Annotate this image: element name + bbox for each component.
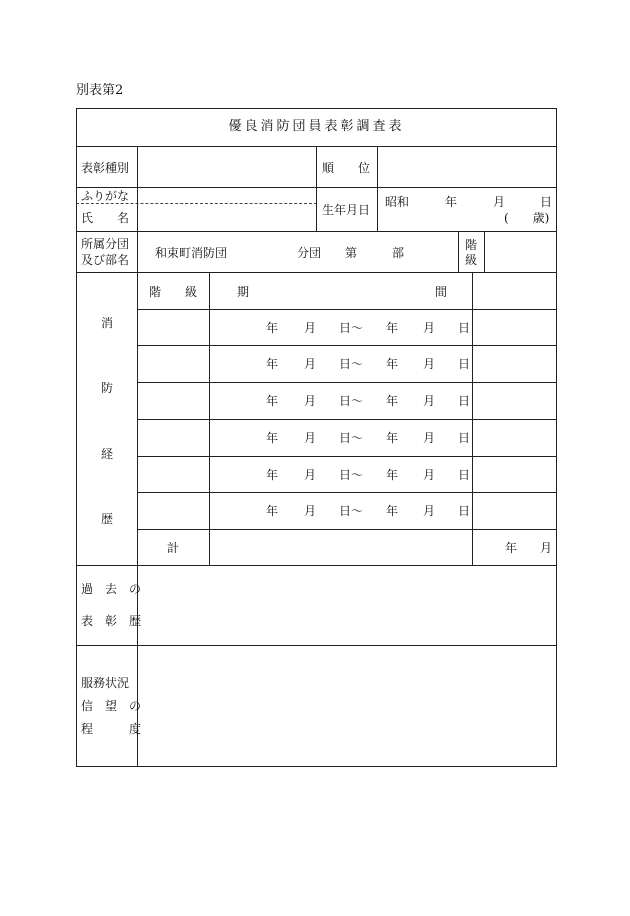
history-start-month-label: 月 bbox=[304, 431, 317, 445]
service-field[interactable] bbox=[138, 646, 556, 766]
form-title: 優良消防団員表彰調査表 bbox=[228, 119, 405, 134]
history-start-year-label: 年 bbox=[266, 394, 279, 408]
history-duration-cell[interactable] bbox=[473, 493, 556, 528]
history-duration-cell[interactable] bbox=[473, 346, 556, 381]
history-class-cell[interactable] bbox=[138, 493, 209, 528]
rank-field[interactable] bbox=[378, 147, 556, 187]
past-awards-label-line1: 過 去 の bbox=[81, 582, 142, 596]
affiliation-label-line1: 所属分団 bbox=[81, 237, 130, 251]
service-label-line2: 信 望 の bbox=[81, 699, 142, 713]
history-end-year-label: 年 bbox=[386, 431, 399, 445]
history-start-day-label: 日〜 bbox=[339, 468, 364, 482]
bu-label: 部 bbox=[392, 246, 405, 260]
award-type-field[interactable] bbox=[138, 147, 316, 187]
column-line bbox=[458, 231, 459, 273]
form-border-left bbox=[76, 108, 77, 767]
history-class-column-line bbox=[209, 272, 210, 566]
history-start-day-label: 日〜 bbox=[339, 504, 364, 518]
history-end-month-label: 月 bbox=[423, 321, 436, 335]
history-end-month-label: 月 bbox=[423, 394, 436, 408]
class-label-line2: 級 bbox=[465, 253, 478, 267]
history-start-month-label: 月 bbox=[304, 357, 317, 371]
history-start-month-label: 月 bbox=[304, 321, 317, 335]
history-start-day-label: 日〜 bbox=[339, 431, 364, 445]
history-duration-cell[interactable] bbox=[473, 383, 556, 418]
award-type-label: 表彰種別 bbox=[81, 161, 130, 175]
form-border-bottom bbox=[76, 766, 557, 767]
history-class-cell[interactable] bbox=[138, 457, 209, 492]
history-duration-cell[interactable] bbox=[473, 457, 556, 492]
history-side-char: 歴 bbox=[101, 512, 114, 526]
history-end-day-label: 日 bbox=[458, 357, 471, 371]
history-start-year-label: 年 bbox=[266, 357, 279, 371]
history-end-year-label: 年 bbox=[386, 321, 399, 335]
brigade-name: 和束町消防団 bbox=[155, 246, 228, 260]
history-end-day-label: 日 bbox=[458, 431, 471, 445]
history-total-field[interactable] bbox=[210, 530, 472, 565]
history-header-class: 階 級 bbox=[149, 285, 198, 299]
history-class-cell[interactable] bbox=[138, 346, 209, 381]
class-field[interactable] bbox=[485, 232, 556, 272]
history-start-year-label: 年 bbox=[266, 468, 279, 482]
rank-label: 順 位 bbox=[322, 161, 371, 175]
history-total-label: 計 bbox=[167, 541, 180, 555]
history-start-year-label: 年 bbox=[266, 504, 279, 518]
service-label-line1: 服務状況 bbox=[81, 676, 130, 690]
history-start-month-label: 月 bbox=[304, 504, 317, 518]
furigana-label: ふりがな bbox=[81, 189, 130, 203]
form-border-right bbox=[556, 108, 557, 767]
history-end-year-label: 年 bbox=[386, 357, 399, 371]
history-duration-cell[interactable] bbox=[473, 420, 556, 455]
past-awards-field[interactable] bbox=[138, 566, 556, 645]
doc-label: 別表第2 bbox=[76, 83, 124, 98]
history-end-month-label: 月 bbox=[423, 431, 436, 445]
history-end-day-label: 日 bbox=[458, 468, 471, 482]
history-side-char: 経 bbox=[101, 447, 114, 461]
birth-year-label: 年 bbox=[445, 195, 458, 209]
history-start-month-label: 月 bbox=[304, 394, 317, 408]
history-end-day-label: 日 bbox=[458, 504, 471, 518]
birthdate-label: 生年月日 bbox=[322, 203, 371, 217]
history-class-cell[interactable] bbox=[138, 310, 209, 345]
history-end-day-label: 日 bbox=[458, 394, 471, 408]
name-label: 氏 名 bbox=[81, 211, 130, 225]
column-line bbox=[316, 146, 317, 232]
history-side-char: 消 bbox=[101, 316, 114, 330]
past-awards-label-line2: 表 彰 歴 bbox=[81, 614, 142, 628]
history-class-cell[interactable] bbox=[138, 383, 209, 418]
affiliation-label-line2: 及び部名 bbox=[81, 253, 130, 267]
dai-label: 第 bbox=[345, 246, 358, 260]
history-end-year-label: 年 bbox=[386, 468, 399, 482]
name-field[interactable] bbox=[138, 188, 316, 231]
history-class-cell[interactable] bbox=[138, 420, 209, 455]
history-end-day-label: 日 bbox=[458, 321, 471, 335]
class-label-line1: 階 bbox=[465, 238, 478, 252]
form-border-top bbox=[76, 108, 557, 109]
history-total-month: 月 bbox=[540, 541, 553, 555]
history-start-day-label: 日〜 bbox=[339, 357, 364, 371]
history-start-year-label: 年 bbox=[266, 431, 279, 445]
birth-month-label: 月 bbox=[493, 195, 506, 209]
history-duration-cell[interactable] bbox=[473, 310, 556, 345]
history-side-char: 防 bbox=[101, 381, 114, 395]
branch-label: 分団 bbox=[297, 246, 322, 260]
history-start-day-label: 日〜 bbox=[339, 321, 364, 335]
service-label-line3: 程 度 bbox=[81, 722, 142, 736]
history-start-month-label: 月 bbox=[304, 468, 317, 482]
history-end-month-label: 月 bbox=[423, 357, 436, 371]
history-start-year-label: 年 bbox=[266, 321, 279, 335]
history-header-period-start: 期 bbox=[237, 285, 250, 299]
history-end-month-label: 月 bbox=[423, 468, 436, 482]
history-start-day-label: 日〜 bbox=[339, 394, 364, 408]
birth-day-label: 日 bbox=[540, 195, 553, 209]
age-label: ( 歳) bbox=[504, 211, 550, 225]
history-end-month-label: 月 bbox=[423, 504, 436, 518]
era-label: 昭和 bbox=[385, 195, 410, 209]
history-end-year-label: 年 bbox=[386, 504, 399, 518]
history-header-period-end: 間 bbox=[435, 285, 448, 299]
history-total-year: 年 bbox=[505, 541, 518, 555]
history-end-year-label: 年 bbox=[386, 394, 399, 408]
